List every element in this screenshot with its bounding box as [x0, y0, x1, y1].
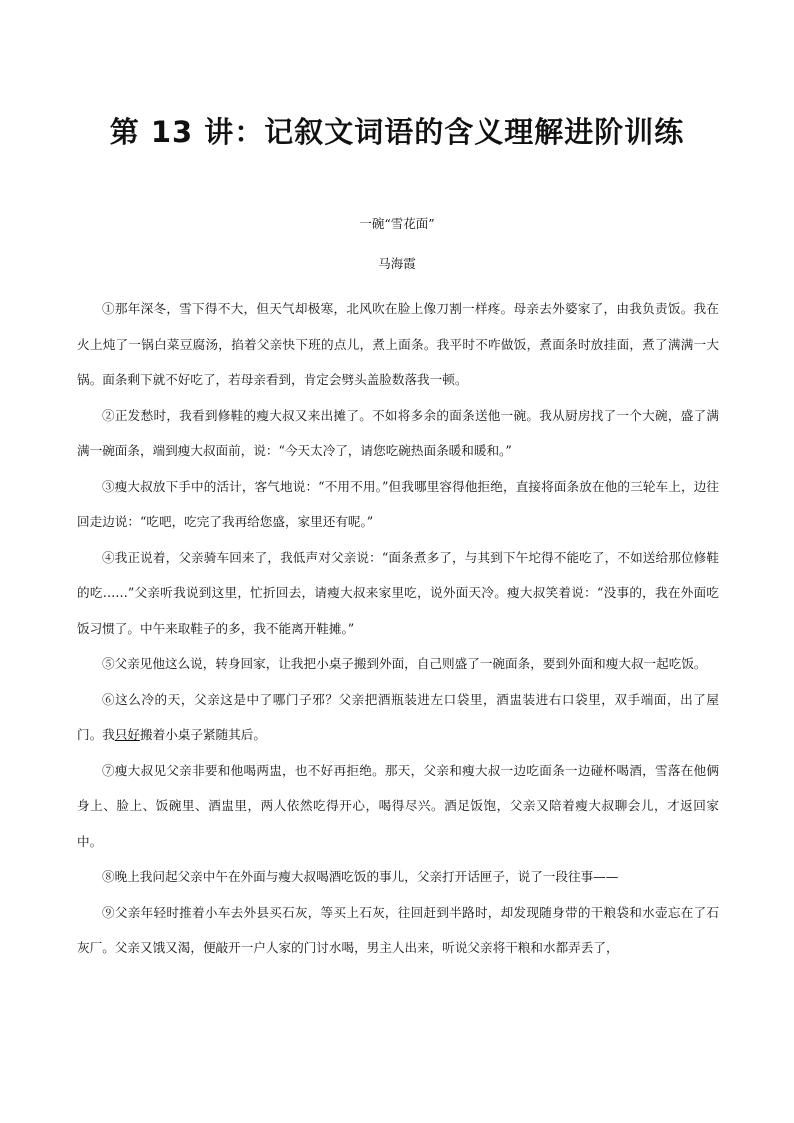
underlined-word: 只好	[114, 727, 140, 742]
article-title: 一碗“雪花面”	[359, 216, 435, 231]
paragraph-text: 这么冷的天，父亲这是中了哪门子邪？父亲把酒瓶装进左口袋里，酒盅装进右口袋里，双手端面，出了屋门。我	[77, 691, 720, 742]
paragraph-text: 父亲见他这么说，转身回家，让我把小桌子搬到外面，自己则盛了一碗面条，要到外面和瘦大叔一起吃饭。	[114, 656, 707, 671]
paragraph	[77, 753, 719, 860]
paragraph-number: ⑧	[102, 869, 115, 884]
paragraph-number: ⑤	[102, 656, 115, 671]
paragraph	[77, 646, 719, 682]
paragraph-text: 我正说着，父亲骑车回来了，我低声对父亲说：“面条煮多了，与其到下午坨得不能吃了，不如送给那位修鞋的吃……”父亲听我说到这里，忙折回去，请瘦大叔来家里吃，说外面天冷。瘦大叔笑着说：“没事的，我在外面吃饭习惯了。中午来取鞋子的多，我不能离开鞋摊。”	[77, 549, 719, 636]
paragraph-text: 晚上我问起父亲中午在外面与瘦大叔喝酒吃饭的事儿，父亲打开话匣子，说了一段往事——	[114, 869, 619, 884]
paragraph-number: ③	[102, 478, 115, 494]
paragraph-text: 瘦大叔放下手中的活计，客气地说：“不用不用。”但我哪里容得他拒绝，直接将面条放在他的三轮车上，边往回走边说：“吃吧，吃完了我再给您盛，家里还有呢。”	[77, 478, 720, 529]
paragraph	[77, 398, 719, 469]
paragraph-number: ⑨	[102, 904, 115, 920]
paragraph	[77, 291, 719, 398]
paragraph-number: ⑥	[102, 691, 116, 707]
paragraph	[77, 859, 719, 895]
article-body	[77, 291, 719, 966]
paragraph-text: 父亲年轻时推着小车去外县买石灰，等买上石灰，往回赶到半路时，却发现随身带的干粮袋和水壶忘在了石灰厂。父亲又饿又渴，便敲开一户人家的门讨水喝，男主人出来，听说父亲将干粮和水都弄丢了，	[77, 904, 720, 955]
paragraph-number: ①	[102, 301, 115, 316]
paragraph-number: ④	[102, 549, 115, 565]
author-name: 马海霞	[378, 256, 416, 271]
page-title: 第 13 讲：记叙文词语的含义理解进阶训练	[109, 115, 685, 149]
paragraph-number: ⑦	[102, 762, 115, 778]
paragraph-text: 瘦大叔见父亲非要和他喝两盅，也不好再拒绝。那天，父亲和瘦大叔一边吃面条一边碰杯喝酒，雪落在他俩身上、脸上、饭碗里、酒盅里，两人依然吃得开心，喝得尽兴。酒足饭饱，父亲又陪着瘦大叔聊会儿，才返回家中。	[77, 762, 720, 849]
paragraph	[77, 682, 719, 753]
paragraph-text: 那年深冬，雪下得不大，但天气却极寒，北风吹在脸上像刀割一样疼。母亲去外婆家了，由我负责饭。我在火上炖了一锅白菜豆腐汤，掐着父亲快下班的点儿，煮上面条。我平时不咋做饭，煮面条时放挂面，煮了满满一大锅。面条剩下就不好吃了，若母亲看到，肯定会劈头盖脸数落我一顿。	[77, 301, 720, 387]
paragraph	[77, 895, 719, 966]
paragraph	[77, 540, 719, 647]
paragraph-text: 搬着小桌子紧随其后。	[139, 727, 266, 742]
paragraph-number: ②	[102, 407, 115, 423]
paragraph-text: 正发愁时，我看到修鞋的瘦大叔又来出摊了。不如将多余的面条送他一碗。我从厨房找了一个大碗，盛了满满一碗面条，端到瘦大叔面前，说：“今天太冷了，请您吃碗热面条暖和暖和。”	[77, 407, 720, 458]
paragraph	[77, 469, 719, 540]
